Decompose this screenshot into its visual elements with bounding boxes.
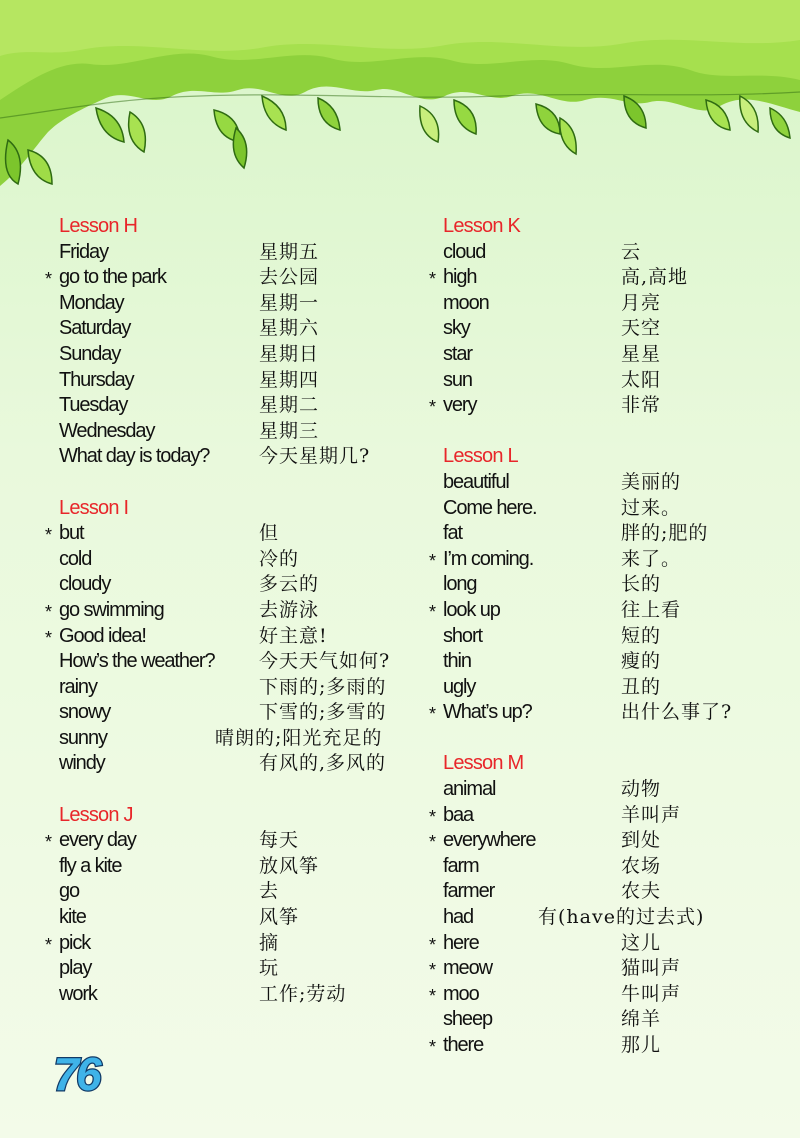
english-word: but [59, 522, 84, 545]
vocab-row [428, 598, 768, 624]
chinese-meaning: 玩 [259, 957, 280, 980]
chinese-meaning: 星星 [621, 342, 662, 365]
chinese-meaning: 工作;劳动 [259, 982, 347, 1005]
english-word: How’s the weather? [59, 650, 215, 673]
vocab-row [44, 726, 414, 752]
english-word: high [443, 266, 477, 289]
star-mark: * [429, 806, 437, 827]
chinese-meaning: 星期六 [259, 317, 320, 340]
lesson-title: Lesson K [443, 215, 520, 237]
chinese-meaning: 但 [259, 522, 280, 545]
chinese-meaning: 非常 [621, 394, 662, 417]
vocab-row [44, 700, 414, 726]
vocab-row [428, 649, 768, 675]
vocab-row [44, 956, 414, 982]
chinese-meaning: 羊叫声 [621, 803, 682, 826]
vocab-row [428, 291, 768, 317]
vocab-row [428, 368, 768, 394]
star-mark: * [429, 704, 437, 725]
chinese-meaning: 长的 [621, 573, 662, 596]
english-word: What’s up? [443, 701, 532, 724]
chinese-meaning: 有风的,多风的 [259, 752, 387, 775]
english-word: fly a kite [59, 854, 122, 877]
english-word: moo [443, 982, 479, 1005]
chinese-meaning: 每天 [259, 829, 300, 852]
english-word: rainy [59, 675, 97, 698]
lesson-i [44, 496, 414, 778]
chinese-meaning: 有(have的过去式) [538, 906, 705, 929]
english-word: very [443, 394, 477, 417]
chinese-meaning: 短的 [621, 624, 662, 647]
english-word: Saturday [59, 317, 131, 340]
english-word: sunny [59, 726, 107, 749]
chinese-meaning: 胖的;肥的 [621, 522, 709, 545]
english-word: farmer [443, 880, 495, 903]
chinese-meaning: 牛叫声 [621, 982, 682, 1005]
chinese-meaning: 到处 [621, 829, 662, 852]
english-word: Friday [59, 240, 108, 263]
lesson-m [428, 751, 768, 1058]
english-word: work [59, 982, 97, 1005]
chinese-meaning: 出什么事了? [621, 701, 733, 724]
star-mark: * [45, 832, 53, 853]
chinese-meaning: 好主意! [259, 624, 328, 647]
lesson-l [428, 444, 768, 726]
chinese-meaning: 美丽的 [621, 470, 682, 493]
english-word: Good idea! [59, 624, 146, 647]
star-mark: * [45, 934, 53, 955]
english-word: I’m coming. [443, 547, 534, 570]
english-word: here [443, 931, 479, 954]
english-word: cloud [443, 240, 486, 263]
vocab-row [44, 419, 414, 445]
english-word: Come here. [443, 496, 537, 519]
leaf-canopy-decoration [0, 0, 800, 230]
english-word: go to the park [59, 266, 166, 289]
chinese-meaning: 云 [621, 240, 642, 263]
chinese-meaning: 高,高地 [621, 266, 689, 289]
chinese-meaning: 摘 [259, 931, 280, 954]
vocab-row [44, 905, 414, 931]
chinese-meaning: 来了。 [621, 547, 682, 570]
chinese-meaning: 去 [259, 880, 280, 903]
star-mark: * [45, 601, 53, 622]
vocab-row [428, 828, 768, 854]
vocab-row [428, 1033, 768, 1059]
english-word: long [443, 573, 477, 596]
vocab-row [44, 393, 414, 419]
vocab-row [44, 291, 414, 317]
vocab-row [44, 368, 414, 394]
chinese-meaning: 今天天气如何? [259, 650, 391, 673]
star-mark: * [429, 985, 437, 1006]
english-word: fat [443, 522, 462, 545]
lesson-title: Lesson I [59, 496, 129, 519]
chinese-meaning: 月亮 [621, 291, 662, 314]
lesson-title: Lesson H [59, 215, 138, 237]
english-word: go [59, 880, 80, 903]
vocab-row [428, 905, 768, 931]
vocab-row [428, 1007, 768, 1033]
chinese-meaning: 星期二 [259, 394, 320, 417]
chinese-meaning: 丑的 [621, 675, 662, 698]
chinese-meaning: 多云的 [259, 573, 320, 596]
vocab-row [428, 470, 768, 496]
english-word: cloudy [59, 573, 111, 596]
english-word: pick [59, 931, 91, 954]
lesson-k [428, 214, 768, 419]
vocab-row [428, 393, 768, 419]
star-mark: * [45, 269, 53, 290]
vocab-row [44, 879, 414, 905]
chinese-meaning: 去公园 [259, 266, 320, 289]
english-word: windy [59, 752, 105, 775]
star-mark: * [429, 397, 437, 418]
chinese-meaning: 绵羊 [621, 1008, 662, 1031]
vocab-row [428, 521, 768, 547]
english-word: thin [443, 650, 471, 673]
vocab-row [44, 598, 414, 624]
chinese-meaning: 这儿 [621, 931, 662, 954]
english-word: Thursday [59, 368, 134, 391]
english-word: What day is today? [59, 445, 210, 468]
lesson-j [44, 803, 414, 1008]
chinese-meaning: 今天星期几? [259, 445, 371, 468]
vocab-row [44, 572, 414, 598]
vocab-row [44, 931, 414, 957]
chinese-meaning: 星期四 [259, 368, 320, 391]
star-mark: * [429, 601, 437, 622]
vocab-row [44, 521, 414, 547]
vocab-row [44, 751, 414, 777]
vocab-row [428, 572, 768, 598]
vocab-row [44, 444, 414, 470]
vocab-row [428, 342, 768, 368]
vocab-row [428, 982, 768, 1008]
star-mark: * [45, 525, 53, 546]
lesson-title: Lesson M [443, 752, 524, 775]
vocab-row [428, 803, 768, 829]
star-mark: * [429, 832, 437, 853]
chinese-meaning: 天空 [621, 317, 662, 340]
english-word: baa [443, 803, 474, 826]
vocab-row [44, 265, 414, 291]
chinese-meaning: 风筝 [259, 906, 300, 929]
vocab-row [44, 342, 414, 368]
chinese-meaning: 下雪的;多雪的 [259, 701, 387, 724]
english-word: there [443, 1034, 484, 1056]
vocab-row [428, 777, 768, 803]
chinese-meaning: 星期日 [259, 342, 320, 365]
chinese-meaning: 下雨的;多雨的 [259, 675, 387, 698]
vocab-row [428, 931, 768, 957]
english-word: had [443, 906, 474, 929]
english-word: snowy [59, 701, 111, 724]
vocab-row [428, 700, 768, 726]
english-word: star [443, 342, 472, 365]
english-word: everywhere [443, 829, 536, 852]
english-word: Wednesday [59, 419, 155, 442]
star-mark: * [429, 960, 437, 981]
vocab-row [428, 854, 768, 880]
english-word: short [443, 624, 482, 647]
chinese-meaning: 星期一 [259, 291, 320, 314]
left-column [44, 214, 414, 1033]
vocab-row [44, 624, 414, 650]
chinese-meaning: 晴朗的;阳光充足的 [215, 726, 383, 749]
chinese-meaning: 冷的 [259, 547, 300, 570]
english-word: moon [443, 291, 489, 314]
page-number [40, 1046, 112, 1098]
chinese-meaning: 星期五 [259, 240, 320, 263]
vocab-row [428, 240, 768, 266]
vocab-row [44, 854, 414, 880]
english-word: ugly [443, 675, 476, 698]
vocab-row [428, 624, 768, 650]
vocab-row [428, 496, 768, 522]
english-word: farm [443, 854, 479, 877]
star-mark: * [429, 934, 437, 955]
english-word: go swimming [59, 598, 164, 621]
vocab-row [428, 879, 768, 905]
vocab-row [428, 956, 768, 982]
english-word: animal [443, 778, 496, 801]
chinese-meaning: 太阳 [621, 368, 662, 391]
lesson-title: Lesson L [443, 445, 518, 468]
vocab-row [428, 547, 768, 573]
vocab-row [428, 316, 768, 342]
english-word: beautiful [443, 470, 509, 493]
vocab-row [428, 675, 768, 701]
chinese-meaning: 猫叫声 [621, 957, 682, 980]
english-word: kite [59, 906, 86, 929]
page-number-text: 76 [53, 1048, 99, 1098]
star-mark: * [429, 550, 437, 571]
english-word: cold [59, 547, 92, 570]
vocab-row [44, 316, 414, 342]
right-column [428, 214, 768, 1084]
english-word: Monday [59, 291, 124, 314]
vocab-row [44, 828, 414, 854]
vocab-row [44, 649, 414, 675]
star-mark: * [45, 627, 53, 648]
vocab-row [44, 547, 414, 573]
vocab-row [44, 240, 414, 266]
lesson-h [44, 214, 414, 470]
english-word: play [59, 957, 92, 980]
chinese-meaning: 农夫 [621, 880, 662, 903]
english-word: Sunday [59, 342, 121, 365]
english-word: meow [443, 957, 492, 980]
english-word: sun [443, 368, 472, 391]
vocab-row [44, 675, 414, 701]
chinese-meaning: 那儿 [621, 1034, 662, 1056]
lesson-title: Lesson J [59, 803, 133, 826]
chinese-meaning: 放风筝 [259, 854, 320, 877]
chinese-meaning: 农场 [621, 854, 662, 877]
chinese-meaning: 瘦的 [621, 650, 662, 673]
chinese-meaning: 去游泳 [259, 598, 320, 621]
english-word: look up [443, 598, 500, 621]
vocab-row [428, 265, 768, 291]
chinese-meaning: 星期三 [259, 419, 320, 442]
star-mark: * [429, 269, 437, 290]
chinese-meaning: 动物 [621, 778, 662, 801]
chinese-meaning: 往上看 [621, 598, 682, 621]
star-mark: * [429, 1037, 437, 1057]
vocab-row [44, 982, 414, 1008]
english-word: sky [443, 317, 470, 340]
english-word: sheep [443, 1008, 492, 1031]
chinese-meaning: 过来。 [621, 496, 682, 519]
english-word: Tuesday [59, 394, 128, 417]
english-word: every day [59, 829, 136, 852]
